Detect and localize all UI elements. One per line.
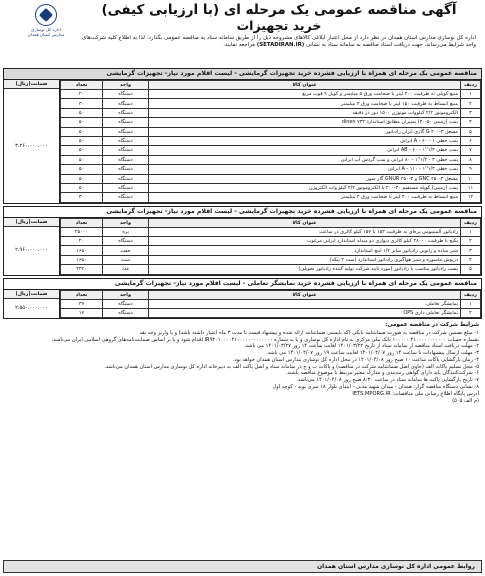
table-row bbox=[61, 227, 481, 236]
col-header-name: عنوان کالا bbox=[149, 218, 461, 227]
cell-name: پمپ خطی ۳ - ۱/۲''۱ - ۸۰ ایرانی و پمپ گردش آب ایرانی bbox=[149, 155, 461, 164]
guarantee-header: ضمانت(ریال) bbox=[4, 80, 59, 89]
public-relations-label: روابط عمومی اداره کل نوسازی مدارس استان همدان bbox=[317, 562, 475, 570]
cell-name: پمپ (زمینی ۵۰-۳۰) پمپیران مطابق استاندارد dinen ۷۳۳ bbox=[149, 118, 461, 127]
table-row bbox=[61, 99, 481, 108]
cell-row: ۸ bbox=[461, 155, 481, 164]
condition-line: ۴- زمان بازگشایی پاکات ساعت ۱۰ صبح روز ۱۴۰۱/۰۴/۰۸ در محل اداره کل نوسازی مدارس استان همدان خواهد بود. bbox=[232, 356, 479, 363]
cell-qty: ۵۰ bbox=[61, 108, 103, 117]
cell-unit: دستگاه bbox=[103, 237, 149, 246]
cell-unit: دستگاه bbox=[103, 193, 149, 202]
cell-name: منبع انبساط به ظرفیت ۱۵۰ لیتر با ضخامت ورق ۳ میلیمتر bbox=[149, 99, 461, 108]
col-header-row: ردیف bbox=[461, 218, 481, 227]
cell-row: ۱۰ bbox=[461, 174, 481, 183]
tender-2-table bbox=[60, 218, 481, 275]
intro-text-end: مراجعه نمایند. bbox=[223, 42, 256, 49]
cell-row: ۱۱ bbox=[461, 183, 481, 192]
cell-qty: ۳۴۲۰ bbox=[61, 265, 103, 274]
cell-name: نمایشگر تعاملی bbox=[149, 299, 461, 308]
col-header-qty: تعداد bbox=[61, 290, 103, 299]
cell-unit: دستگاه bbox=[103, 174, 149, 183]
cell-name: منبع کویلی به ظرفیت ۳۰۰ لیتر با ضخامت ورق ۵ میلیمتر و کویل ۹ فوت مربع bbox=[149, 90, 461, 99]
cell-qty: ۲۵۰۰۰ bbox=[61, 227, 103, 236]
table-row bbox=[61, 309, 481, 318]
condition-line: ۷- تاریخ بازگشایی پاکت ها سامانه ستاد در ساعت ۸:۳۰ صبح روز ۱۴۰۱/۰۴/۰۸ می‌باشد. bbox=[296, 377, 479, 384]
guarantee-value: ۲،۹۶۰،۰۰۰،۰۰۰ bbox=[15, 247, 48, 254]
col-header-row: ردیف bbox=[461, 290, 481, 299]
cell-row: ۱ bbox=[461, 90, 481, 99]
table-row bbox=[61, 246, 481, 255]
cell-unit: جفت bbox=[103, 246, 149, 255]
tender-3-guarantee bbox=[4, 290, 60, 319]
table-row bbox=[61, 299, 481, 308]
cell-name: شیر ساده و زانویی رادیاتور سایز ۱/۲ اینچ استاندارد bbox=[149, 246, 461, 255]
cell-row: ۱ bbox=[461, 227, 481, 236]
cell-unit: دستگاه bbox=[103, 118, 149, 127]
tender-block-2 bbox=[3, 206, 482, 276]
col-header-unit: واحد bbox=[103, 290, 149, 299]
condition-line: ۲- مهلت دریافت اسناد مناقصه از سامانه ستاد از تاریخ ۱۴۰۱/۰۳/۲۲ لغایت ساعت ۱۴ روز ۱۴۰۱/۰۳/۲۷ می باشد. bbox=[243, 343, 479, 350]
cell-row: ۴ bbox=[461, 118, 481, 127]
notice-reference: (م الف ۵۰۵) bbox=[452, 397, 479, 404]
conditions-section bbox=[3, 322, 482, 404]
cell-qty: ۳۷ bbox=[61, 299, 103, 308]
table-row bbox=[61, 127, 481, 136]
setad-site-link: (SETADIRAN.IR) bbox=[256, 42, 305, 49]
cell-unit: دستگاه bbox=[103, 299, 149, 308]
cell-unit: دستگاه bbox=[103, 108, 149, 117]
cell-name: منبع انبساط به ظرفیت ۴۰۰ لیتر با ضخامت ورق ۳ میلیمتر bbox=[149, 193, 461, 202]
title-line-2: خرید تجهیزات bbox=[236, 18, 322, 34]
table-row bbox=[61, 237, 481, 246]
cell-name: پست رادیاتور مناسب با رادیاتور (مورد تایید شرکت تولید کننده رادیاتور تحویلی) bbox=[149, 265, 461, 274]
cell-qty: ۵۰ bbox=[61, 146, 103, 155]
condition-line: ۸- نشانی دستگاه مناقصه گزار: همدان - میدان شهید مدنی - ابتدای بلوار ۱۸ متری نوید - کوچه اول bbox=[272, 383, 479, 390]
col-header-name: عنوان کالا bbox=[149, 81, 461, 90]
table-row bbox=[61, 118, 481, 127]
cell-unit: دستگاه bbox=[103, 183, 149, 192]
cell-unit: دستگاه bbox=[103, 90, 149, 99]
cell-qty: ۲۰ bbox=[61, 90, 103, 99]
tender-block-3 bbox=[3, 278, 482, 320]
guarantee-value: ۲،۵۵۰،۰۰۰،۰۰۰ bbox=[15, 305, 48, 312]
table-row bbox=[61, 136, 481, 145]
tender-2-title: مناقصه عمومی یک مرحله ای همراه با ارزیابی فشرده خرید تجهیزات گرمایشی - لیست اقلام مورد نیاز- تجهیزات گرمایشی bbox=[4, 207, 481, 218]
col-header-name: عنوان کالا bbox=[149, 290, 461, 299]
cell-unit: پره bbox=[103, 227, 149, 236]
tender-3-title: مناقصه عمومی یک مرحله ای همراه با ارزیابی فشرده خرید نمایشگر تعاملی - لیست اقلام مورد نیاز- تجهیزات گرمایشی bbox=[4, 279, 481, 290]
intro-text: اداره کل نوسازی مدارس استان همدان در نظر دارد از محل اعتبار ابلاغی کالاهای مشروحه ذیل را از طریق سامانه ستاد به مناقصه عمومی بگذارد. لذا به اطلاع کلیه شرکت‌های واجد شرایط می‌رساند، جهت دریافت اسناد مناقصه به سامانه ستاد به نشانی bbox=[82, 35, 476, 49]
emblem-icon bbox=[35, 4, 57, 26]
cell-row: ۵ bbox=[461, 265, 481, 274]
cell-row: ۷ bbox=[461, 146, 481, 155]
cell-qty: ۵۰ bbox=[61, 183, 103, 192]
organization-logo bbox=[7, 4, 85, 54]
condition-line: بشماره حساب ۴۱۰۰۰۰۰۰۰۰۰۰۰ ۱۰۰۰۰۰ بانک ملی مرکزی به نام اداره کل نوسازی و یا به شماره IR۹۳۰۱۰۰۰۰۴۱۰۰۰۰۰۰۰۰۰۰۰۰۰ اقدام شود و یا بر اساس ضمانت‌نامه‌های گروهی اسلامی ایران می‌باشد. bbox=[51, 336, 479, 343]
cell-unit: دستگاه bbox=[103, 155, 149, 164]
intro-paragraph bbox=[82, 35, 476, 50]
guarantee-header: ضمانت(ریال) bbox=[4, 218, 59, 227]
title-line-1: آگهی مناقصه عمومی یک مرحله ای (با ارزیابی کیفی) bbox=[101, 2, 457, 18]
cell-row: ۶ bbox=[461, 136, 481, 145]
cell-name: الکتروموتور ۲/۲ کیلووات موتوژن ۱۵۰۰ دور در دقیقه bbox=[149, 108, 461, 117]
cell-name: پمپ خطی ۱/۴''۱ - ۶۰ - AB ایرانی bbox=[149, 146, 461, 155]
guarantee-value: ۳،۲۶۰،۰۰۰،۰۰۰ bbox=[15, 142, 48, 149]
cell-name: نمایشگر تعاملی داری OPS bbox=[149, 309, 461, 318]
cell-row: ۲ bbox=[461, 309, 481, 318]
col-header-qty: تعداد bbox=[61, 81, 103, 90]
condition-line: ۵- محل تسلیم پاکات الف (حاوی اصل ضمانتنامه شرکت در مناقصه) و پاکات ب و ج در سامانه ستاد و اصل پاکت الف به دبیرخانه اداره کل نوسازی مدارس استان همدان می‌باشد. bbox=[104, 363, 479, 370]
cell-name: پکیج با ظرفیت ۲۸۰۰۰ کیلو کالری دیواری دو مبدله استاندارد ایرانی مرغوب bbox=[149, 237, 461, 246]
cell-qty: ۱۶۵۰ bbox=[61, 255, 103, 264]
tender-2-guarantee bbox=[4, 218, 60, 275]
cell-unit: دستگاه bbox=[103, 165, 149, 174]
tender-1-guarantee bbox=[4, 80, 60, 203]
cell-name: پمپ خطی ۱ - ۶۰ - A ایرانی bbox=[149, 136, 461, 145]
notice-title bbox=[84, 2, 474, 33]
cell-row: ۲ bbox=[461, 237, 481, 246]
cell-name: پمپ (زمینی) کوپله مستقیم ۴۰-۲۰۰ با الکتروموتور ۲/۲ کیلو وات الکتروژن bbox=[149, 183, 461, 192]
col-header-unit: واحد bbox=[103, 218, 149, 227]
cell-unit: عدد bbox=[103, 265, 149, 274]
table-row bbox=[61, 146, 481, 155]
table-row bbox=[61, 155, 481, 164]
col-header-unit: واحد bbox=[103, 81, 149, 90]
cell-unit: دستگاه bbox=[103, 136, 149, 145]
table-row bbox=[61, 165, 481, 174]
cell-name: پمپ خطی ۱/۴''۱ - ۱۱۰ - A ایرانی bbox=[149, 165, 461, 174]
cell-row: ۳ bbox=[461, 108, 481, 117]
condition-line: ۶- شرکت‌کنندگان باید دارای گواهی رتبه‌بندی و مدارک معتبر مرتبط با موضوع مناقصه باشند. bbox=[285, 370, 479, 377]
cell-unit: دستگاه bbox=[103, 309, 149, 318]
cell-qty: ۵۰ bbox=[61, 155, 103, 164]
cell-row: ۱۲ bbox=[461, 193, 481, 202]
cell-row: ۵ bbox=[461, 127, 481, 136]
cell-qty: ۱۷ bbox=[61, 309, 103, 318]
cell-row: ۳ bbox=[461, 246, 481, 255]
table-row bbox=[61, 255, 481, 264]
cell-qty: ۳۰ bbox=[61, 193, 103, 202]
footer-bar bbox=[3, 560, 482, 573]
cell-name: مشعل ۳-۲۵۰ GNC و ۳-۲۵۰ GNUR گاز سوز bbox=[149, 174, 461, 183]
cell-qty: ۵۰ bbox=[61, 127, 103, 136]
cell-qty: ۳۰ bbox=[61, 99, 103, 108]
notice-header bbox=[3, 2, 482, 66]
cell-row: ۲ bbox=[461, 99, 481, 108]
org-line-1: اداره کل نوسازی bbox=[31, 27, 61, 32]
table-row bbox=[61, 265, 481, 274]
tender-block-1 bbox=[3, 68, 482, 204]
table-row bbox=[61, 183, 481, 192]
cell-qty: ۵۰ bbox=[61, 165, 103, 174]
cell-unit: دستگاه bbox=[103, 146, 149, 155]
tender-1-table bbox=[60, 80, 481, 203]
cell-row: ۹ bbox=[461, 165, 481, 174]
cell-name: مشعل ۳-۴۰۰ G گازی ایران رادیاتور bbox=[149, 127, 461, 136]
conditions-title: شرایط شرکت در مناقصه عمومی: bbox=[385, 322, 479, 329]
table-row bbox=[61, 193, 481, 202]
organization-name bbox=[28, 27, 65, 38]
cell-row: ۴ bbox=[461, 255, 481, 264]
cell-qty: ۵۰ bbox=[61, 118, 103, 127]
table-row bbox=[61, 90, 481, 99]
tender-3-table bbox=[60, 290, 481, 319]
condition-line: ۱- مبلغ تضمین شرکت در مناقصه به صورت ضمانتنامه بانکی (که بایستی ضمانتنامه ارائه شده و پیشنهاد قیمت تا مدت ۳ ماه اعتبار داشته باشد) و یا واریز وجه نقد bbox=[139, 329, 479, 336]
guarantee-header: ضمانت(ریال) bbox=[4, 290, 59, 299]
condition-line: ۳- مهلت ارسال پیشنهادات تا ساعت ۱۴ روز ۱۴۰۱/۰۴/۰۷ لغایت ساعت ۱۹ روز ۱۴۰۱/۰۴/۰۷ می باشد. bbox=[265, 350, 479, 357]
cell-row: ۱ bbox=[461, 299, 481, 308]
cell-name: درپوش ماسوره و شیر هواگیری رادیاتور استاندارد (ست ۴ تیکه) bbox=[149, 255, 461, 264]
col-header-row: ردیف bbox=[461, 81, 481, 90]
condition-line: آدرس پایگاه اطلاع رسانی ملی مناقصات: IETS.MPORG.IR bbox=[352, 390, 479, 397]
table-row bbox=[61, 174, 481, 183]
cell-unit: ست bbox=[103, 255, 149, 264]
cell-qty: ۱۶۵۰ bbox=[61, 246, 103, 255]
col-header-qty: تعداد bbox=[61, 218, 103, 227]
cell-unit: دستگاه bbox=[103, 127, 149, 136]
cell-qty: ۵۰ bbox=[61, 136, 103, 145]
table-row bbox=[61, 108, 481, 117]
cell-name: رادیاتور آلمینیومی پره‌ای به ظرفیت ۱۵۲ تا ۱۵۷ کیلو کالری در ساعت bbox=[149, 227, 461, 236]
cell-qty: ۲۰ bbox=[61, 237, 103, 246]
cell-qty: ۵۰ bbox=[61, 174, 103, 183]
tender-1-title: مناقصه عمومی یک مرحله ای همراه با ارزیابی فشرده خرید تجهیزات گرمایشی - لیست اقلام مورد نیاز- تجهیزات گرمایشی bbox=[4, 69, 481, 80]
cell-unit: دستگاه bbox=[103, 99, 149, 108]
org-line-2: مدارس استان همدان bbox=[27, 32, 65, 38]
